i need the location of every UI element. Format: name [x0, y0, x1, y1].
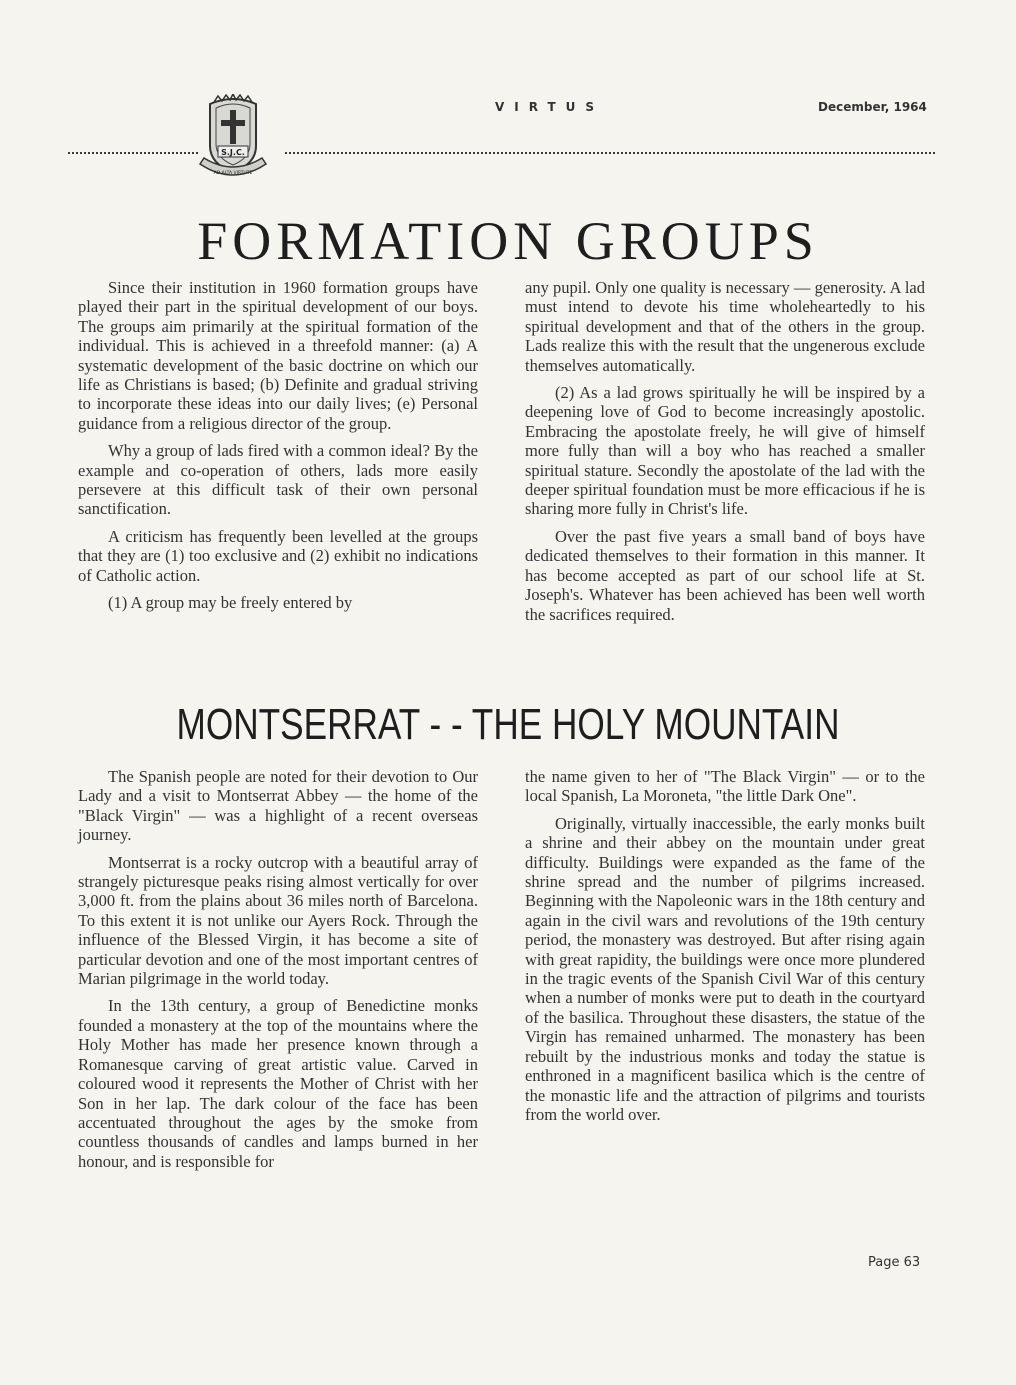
paragraph: Montserrat is a rocky outcrop with a beautiful array of strangely picturesque peaks rising almost vertically for over 3,000 ft. from the plains about 36 miles north of Barcelona. To this extent it is not unlike our Ayers Rock. Through the influence of the Blessed Virgin, it has become a site of particular devotion and one of the most important centres of Marian pilgrimage in the world today.	[78, 852, 478, 989]
masthead-title: VIRTUS	[495, 100, 605, 114]
paragraph: Why a group of lads fired with a common ideal? By the example and co-operation of others, lads more easily persevere at this difficult task of their own personal sanctification.	[78, 441, 478, 519]
paragraph: (1) A group may be freely entered by	[108, 593, 353, 613]
paragraph: any pupil. Only one quality is necessary — generosity. A lad must intend to devote his time wholeheartedly to his spiritual development and that of the others in the group. Lads realize this with the result that the ungenerous exclude themselves automatically.	[525, 278, 925, 375]
header-rule-left	[68, 152, 198, 154]
article2-left-column	[78, 767, 478, 1179]
article1-right-column	[525, 278, 925, 632]
article2-right-column	[525, 767, 925, 1132]
paragraph: The Spanish people are noted for their devotion to Our Lady and a visit to Montserrat Abbey — the home of the "Black Virgin" — was a highlight of a recent overseas journey.	[78, 767, 478, 845]
crest-initials: S.J.C.	[221, 148, 245, 157]
paragraph: the name given to her of "The Black Virgin" — or to the local Spanish, La Moroneta, "the little Dark One".	[525, 767, 925, 806]
paragraph: A criticism has frequently been levelled at the groups that they are (1) too exclusive and (2) exhibit no indications of Catholic action.	[78, 526, 478, 585]
school-crest-icon	[196, 94, 270, 180]
page-header	[0, 88, 1016, 178]
paragraph: Over the past five years a small band of boys have dedicated themselves to their formation in this manner. It has become accepted as part of our school life at St. Joseph's. Whatever has been achieved has been well worth the sacrifices required.	[525, 526, 925, 624]
paragraph: (2) As a lad grows spiritually he will be inspired by a deepening love of God to become increasingly apostolic. Embracing the apostolate freely, he will give of himself more fully than will a boy who has reached a smaller spiritual stature. Secondly the apostolate of the lad with the deeper spiritual foundation must be more efficacious if he is sharing more fully in Christ's life.	[525, 383, 925, 519]
paragraph: In the 13th century, a group of Benedictine monks founded a monastery at the top of the mountains where the Holy Mother has made her presence known through a Romanesque carving of great artistic value. Carved in coloured wood it represents the Mother of Christ with her Son in her lap. The dark colour of the face has been accentuated throughout the ages by the smoke from countless thousands of candles and lamps burned in her honour, and is responsible for	[78, 996, 478, 1171]
header-rule-right	[285, 152, 935, 154]
crest-motto: AD ALTA VIRTUTE	[213, 171, 253, 176]
article-title-formation-groups: FORMATION GROUPS	[197, 211, 819, 271]
issue-date: December, 1964	[818, 100, 927, 114]
article1-left-column	[78, 278, 478, 621]
article-title-montserrat: MONTSERRAT - - THE HOLY MOUNTAIN	[176, 700, 840, 749]
paragraph: Since their institution in 1960 formation groups have played their part in the spiritual development of our boys. The groups aim primarily at the spiritual formation of the individual. This is achieved in a threefold manner: (a) A systematic development of the basic doctrine on which our life as Christians is based; (b) Definite and gradual striving to incorporate these ideas into our daily lives; (e) Personal guidance from a religious director of the group.	[78, 278, 478, 433]
page-number: Page 63	[868, 1255, 921, 1270]
paragraph: Originally, virtually inaccessible, the early monks built a shrine and their abbey on the mountain under great difficulty. Buildings were expanded as the fame of the shrine spread and the number of pilgrims increased. Beginning with the Napoleonic wars in the 18th century and again in the civil wars and revolutions of the 19th century period, the monastery was destroyed. But after rising again with great rapidity, the buildings were once more plundered in the tragic events of the Spanish Civil War of this century when a number of monks were put to death in the courtyard of the basilica. Throughout these disasters, the statue of the Virgin has remained unharmed. The monastery has been rebuilt by the industrious monks and today the statue is enthroned in a magnificent basilica which is the centre of the monastic life and the attraction of pilgrims and tourists from the world over.	[525, 813, 925, 1124]
